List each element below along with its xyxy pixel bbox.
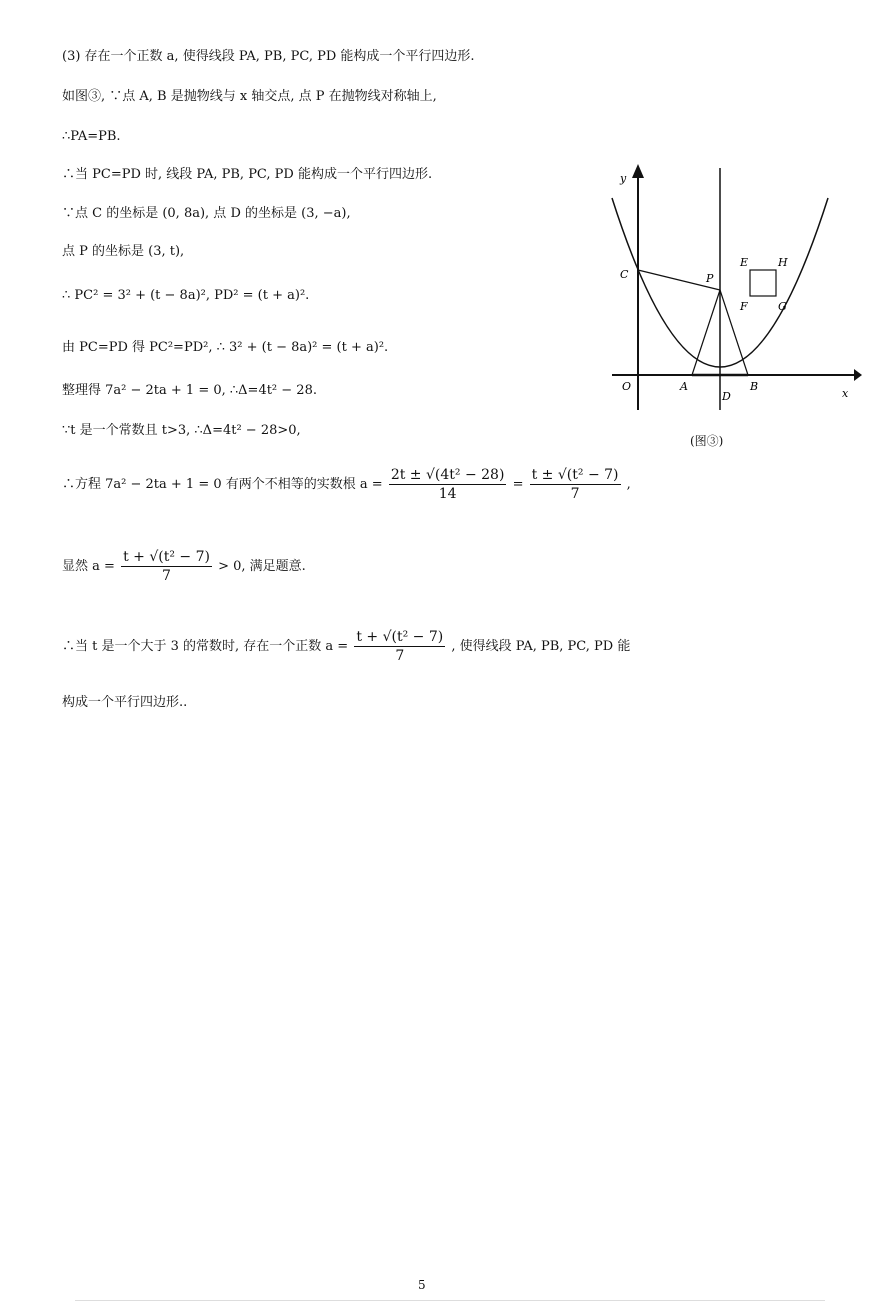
x-axis-arrow [854,369,862,381]
fraction-numerator: t + √(t² − 7) [356,629,444,645]
text-line-4: ∴当 PC=PD 时, 线段 PA, PB, PC, PD 能构成一个平行四边形. [62,167,433,182]
fraction-positive-root [354,628,445,665]
label-p: P [706,272,714,285]
text-line-2: 如图③, ∵点 A, B 是抛物线与 x 轴交点, 点 P 在抛物线对称轴上, [62,89,437,104]
fraction-numerator: 2t ± √(4t² − 28) [390,467,505,483]
fraction-roots-1 [389,466,507,503]
label-x: x [842,387,849,400]
equals-sign: = [512,477,524,492]
segment-pa [692,290,720,375]
line-12-suffix: > 0, 满足题意. [218,559,306,574]
page-number: 5 [418,1278,426,1292]
footer-divider [75,1300,825,1301]
label-b: B [750,380,759,393]
line-11-prefix: ∴方程 7a² − 2ta + 1 = 0 有两个不相等的实数根 a = [62,477,383,492]
label-c: C [620,268,629,281]
label-h: H [778,256,788,269]
fraction-positive-root [121,548,212,585]
label-y: y [620,172,627,185]
line-12-prefix: 显然 a = [62,559,115,574]
fraction-roots-2 [530,466,621,503]
line-11-suffix: , [626,477,631,492]
label-f: F [740,300,748,313]
label-e: E [740,256,749,269]
text-line-10: ∵t 是一个常数且 t>3, ∴Δ=4t² − 28>0, [62,423,301,438]
label-a: A [680,380,688,393]
parabola-figure [592,160,862,435]
text-line-9: 整理得 7a² − 2ta + 1 = 0, ∴Δ=4t² − 28. [62,383,317,398]
line-13-prefix: ∴当 t 是一个大于 3 的常数时, 存在一个正数 a = [62,639,349,654]
label-g: G [778,300,787,313]
text-line-12 [62,548,306,585]
text-line-6: 点 P 的坐标是 (3, t), [62,244,185,259]
fraction-numerator: t ± √(t² − 7) [531,467,619,483]
text-line-3: ∴PA=PB. [62,129,121,144]
figure-caption: (图③) [690,434,724,448]
fraction-denominator: 7 [570,486,580,502]
text-line-7: ∴ PC² = 3² + (t − 8a)², PD² = (t + a)². [62,288,310,303]
y-axis-arrow [632,164,644,178]
fraction-denominator: 7 [162,568,171,584]
text-line-5: ∵点 C 的坐标是 (0, 8a), 点 D 的坐标是 (3, −a), [62,206,351,221]
label-d: D [722,390,731,403]
text-line-1: (3) 存在一个正数 a, 使得线段 PA, PB, PC, PD 能构成一个平行四边形. [62,49,475,64]
square-efgh [750,270,776,296]
text-line-8: 由 PC=PD 得 PC²=PD², ∴ 3² + (t − 8a)² = (t + a)². [62,340,389,355]
text-line-11 [62,466,631,503]
fraction-numerator: t + √(t² − 7) [123,549,210,565]
fraction-denominator: 14 [438,486,457,502]
fraction-denominator: 7 [395,648,405,664]
label-o: O [622,380,632,393]
text-line-14: 构成一个平行四边形.. [62,695,188,710]
line-13-suffix: , 使得线段 PA, PB, PC, PD 能 [451,639,631,654]
text-line-13 [62,628,630,665]
